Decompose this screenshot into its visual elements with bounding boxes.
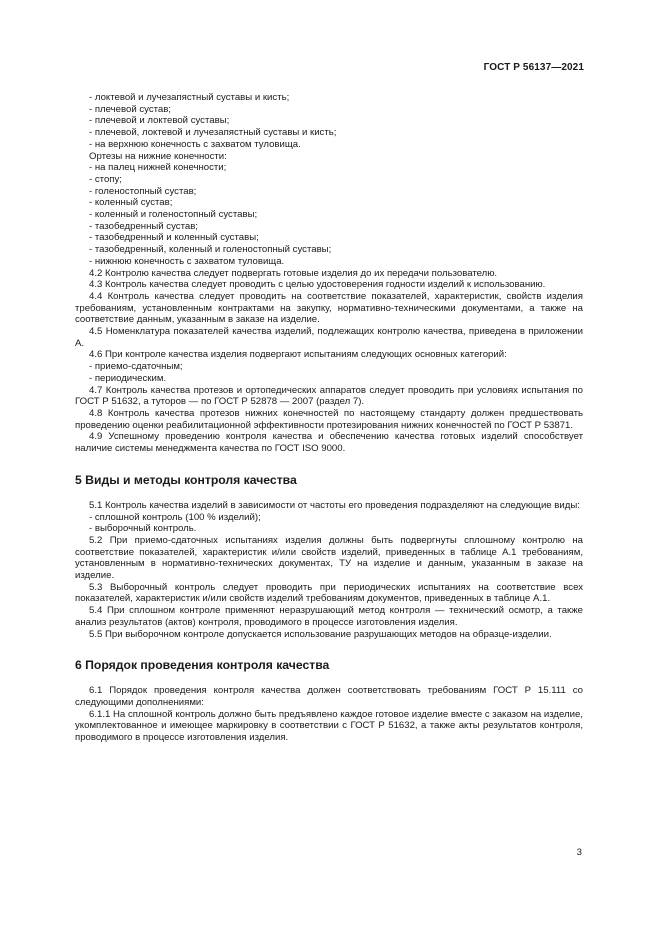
list-item: - тазобедренный и коленный суставы; — [89, 232, 259, 244]
paragraph-4-5: 4.5 Номенклатура показателей качества изделий, подлежащих контролю качества, приведена в приложении А. — [75, 326, 583, 349]
paragraph-4-9: 4.9 Успешному проведению контроля качества и обеспечению качества готовых изделий способствует наличие системы менеджмента качества по ГОСТ ISO 9000. — [75, 431, 583, 455]
list-item: - на палец нижней конечности; — [89, 162, 227, 174]
paragraph-5-2: 5.2 При приемо-сдаточных испытаниях изделия должны быть подвергнуты сплошному контролю на соответствие показателей, характеристик и/или свойств изделий, приведенных в таблице А.1 требованиям, установленным в нормативно-технических документах, ТУ на изделие и данным, указанным в заказе на изделие. — [75, 534, 583, 582]
paragraph-4-4: 4.4 Контроль качества следует проводить на соответствие показателей, характеристик, свойств изделия требованиям, установленным контрактами на закупку, нормативно-техническими документами, а также на соответствие данным, указанным в заказе на изделие. — [75, 290, 583, 326]
list-item: - локтевой и лучезапястный суставы и кисть; — [89, 92, 290, 103]
paragraph-4-6: 4.6 При контроле качества изделия подвергают испытаниям следующих основных категорий: — [89, 349, 507, 361]
list-item: - стопу; — [89, 173, 122, 185]
section-6-heading: 6 Порядок проведения контроля качества — [75, 658, 330, 673]
list-item: - тазобедренный, коленный и голеностопный суставы; — [89, 244, 332, 256]
page-number: 3 — [576, 847, 582, 858]
paragraph-5-5: 5.5 При выборочном контроле допускается использование разрушающих методов на образце-изделии. — [89, 628, 552, 640]
list-item: - тазобедренный сустав; — [89, 220, 198, 232]
document-id-header: ГОСТ Р 56137—2021 — [483, 62, 584, 73]
page-content — [75, 92, 583, 744]
list-item: - нижнюю конечность с захватом туловища. — [89, 255, 285, 267]
section-5-heading: 5 Виды и методы контроля качества — [75, 472, 297, 487]
paragraph-5-3: 5.3 Выборочный контроль следует проводить при периодических испытаниях на соответствие всех показателей, характеристик и/или свойств изделий требованиям документов, приведенных в таблице А.1. — [75, 581, 583, 605]
list-item: - коленный и голеностопный суставы; — [89, 209, 258, 221]
list-item: - плечевой сустав; — [89, 103, 172, 115]
paragraph-6-1-1: 6.1.1 На сплошной контроль должно быть предъявлено каждое готовое изделие вместе с заказом на изделие, укомплектованное и имеющее маркировку в соответствии с ГОСТ Р 51632, а также акты результатов контроля, проводимого в процессе изготовления изделия. — [75, 708, 583, 744]
list-item: - на верхнюю конечность с захватом туловища. — [89, 138, 301, 150]
paragraph-5-4: 5.4 При сплошном контроле применяют неразрушающий метод контроля — технический осмотр, а также анализ результатов (актов) контроля, проводимого в процессе изготовления изделия. — [75, 605, 583, 628]
paragraph-4-3: 4.3 Контроль качества следует проводить с целью удостоверения годности изделий к использованию. — [89, 279, 546, 291]
list-item: - приемо-сдаточным; — [89, 361, 183, 373]
list-item: - плечевой, локтевой и лучезапястный суставы и кисть; — [89, 127, 337, 139]
paragraph-4-8: 4.8 Контроль качества протезов нижних конечностей по настоящему стандарту должен предшествовать проведению оценки реабилитационной эффективности протезирования нижних конечностей по ГОСТ Р 53871. — [75, 407, 583, 431]
list-item: - плечевой и локтевой суставы; — [89, 115, 230, 127]
paragraph-5-1: 5.1 Контроль качества изделий в зависимости от частоты его проведения подразделяют на следующие виды: — [89, 499, 580, 511]
list-item: - выборочный контроль. — [89, 523, 197, 535]
paragraph-4-2: 4.2 Контролю качества следует подвергать готовые изделия до их передачи пользователю. — [89, 267, 498, 279]
list-item: - сплошной контроль (100 % изделий); — [89, 511, 261, 523]
list-item: - коленный сустав; — [89, 197, 173, 209]
list-item: - голеностопный сустав; — [89, 185, 197, 197]
paragraph-4-7: 4.7 Контроль качества протезов и ортопедических аппаратов следует проводить при условиях испытания по ГОСТ Р 51632, а туторов — по ГОСТ Р 52878 — 2007 (раздел 7). — [75, 384, 583, 408]
paragraph-6-1: 6.1 Порядок проведения контроля качества должен соответствовать требованиям ГОСТ Р 15.111 со следующими дополнениями: — [75, 685, 583, 708]
list-heading: Ортезы на нижние конечности: — [89, 150, 227, 162]
list-item: - периодическим. — [89, 372, 167, 384]
